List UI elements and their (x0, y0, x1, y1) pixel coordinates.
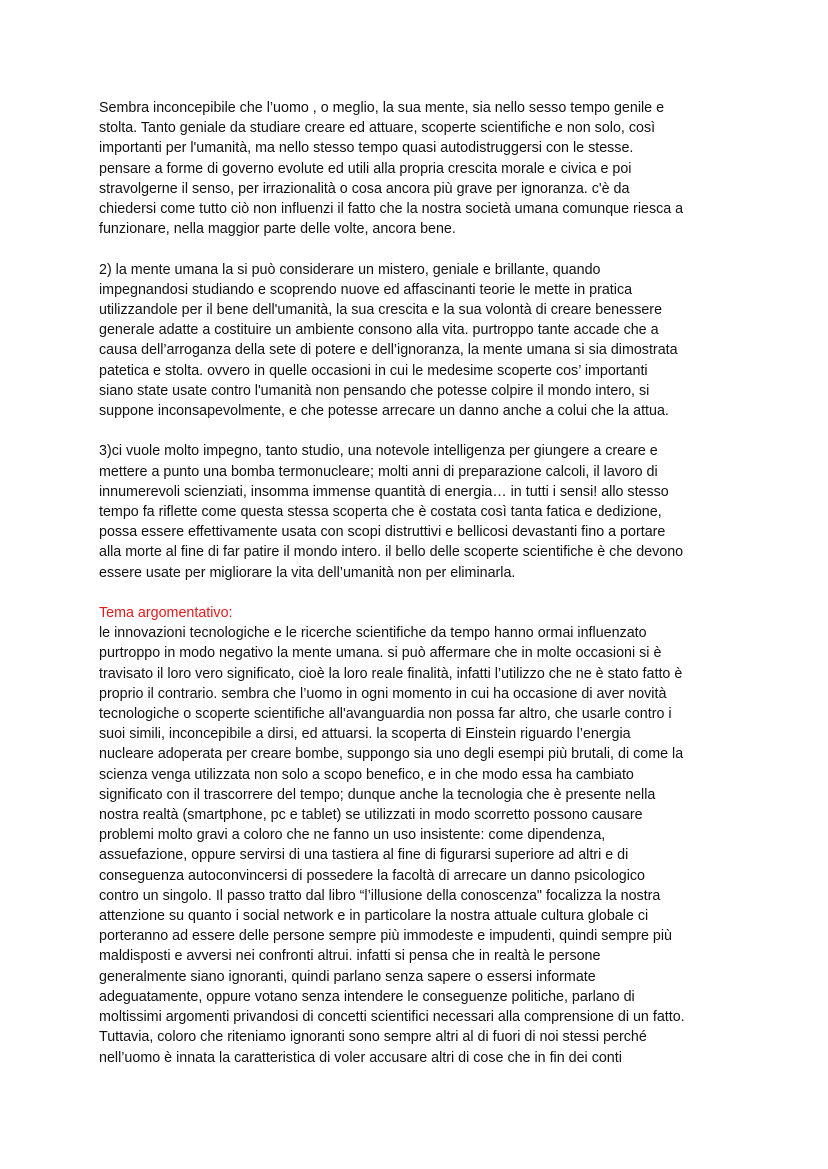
text-line: chiedersi come tutto ciò non influenzi il fatto che la nostra società umana comunque riesca a (99, 201, 684, 218)
text-line: essere usate per migliorare la vita dell’umanità non per eliminarla. (99, 564, 516, 581)
text-line: moltissimi argomenti privandosi di concetti scientifici necessari alla comprensione di un fatto. (99, 1009, 685, 1026)
text-line: stravolgerne il senso, per irrazionalità o cosa ancora più grave per ignoranza. c'è da (99, 180, 630, 197)
text-line: nucleare adoperata per creare bombe, suppongo sia uno degli esempi più brutali, di come la (99, 746, 684, 763)
text-line: porteranno ad essere delle persone sempre più immodeste e impudenti, quindi sempre più (99, 928, 672, 945)
text-line: funzionare, nella maggior parte delle volte, ancora bene. (99, 221, 456, 238)
text-line: attenzione su quanto i social network e in particolare la nostra attuale cultura globale ci (99, 908, 649, 925)
text-line: stolta. Tanto geniale da studiare creare ed attuare, scoperte scientifiche e non solo, così (99, 120, 656, 137)
text-line: possa essere effettivamente usata con scopi distruttivi e bellicosi devastanti fino a portare (99, 524, 666, 541)
text-line: contro un singolo. Il passo tratto dal libro “l’illusione della conoscenza" focalizza la nostra (99, 887, 661, 904)
text-line: le innovazioni tecnologiche e le ricerche scientifiche da tempo hanno ormai influenzato (99, 625, 647, 642)
text-line: tempo fa riflette come questa stessa scoperta che è costata così tanta fatica e dedizione, (99, 504, 662, 521)
text-line: problemi molto gravi a coloro che ne fanno un uso insistente: come dipendenza, (99, 827, 606, 844)
text-line: purtroppo in modo negativo la mente umana. si può affermare che in molte occasioni si è (99, 645, 662, 662)
text-line: mettere a punto una bomba termonucleare; molti anni di preparazione calcoli, il lavoro di (99, 463, 658, 480)
text-line: Sembra inconcepibile che l’uomo , o meglio, la sua mente, sia nello sesso tempo genile e (99, 100, 665, 116)
text-line: causa dell’arroganza della sete di potere e dell’ignoranza, la mente umana si sia dimostrata (99, 342, 678, 359)
text-line: travisato il loro vero significato, cioè la loro reale finalità, infatti l’utilizzo che ne è stato fatto è (99, 665, 683, 682)
text-line: importanti per l'umanità, ma nello stesso tempo quasi autodistruggersi con le stesse. (99, 140, 634, 157)
text-line: generale adatte a costituire un ambiente consono alla vita. purtroppo tante accade che a (99, 322, 659, 339)
document-page (99, 98, 739, 1068)
section-heading: Tema argomentativo: (99, 605, 233, 622)
text-line: proprio il contrario. sembra che l’uomo in ogni momento in cui ha occasione di aver novità (99, 685, 667, 702)
text-line: tecnologiche o scoperte scientifiche all'avanguardia non possa far altro, che usarle contro i (99, 706, 672, 723)
text-line: innumerevoli scienziati, insomma immense quantità di energia… in tutti i sensi! allo stesso (99, 483, 669, 500)
text-line: 3)ci vuole molto impegno, tanto studio, una notevole intelligenza per giungere a creare e (99, 443, 658, 460)
text-line: assuefazione, oppure servirsi di una tastiera al fine di figurarsi superiore ad altri e di (99, 847, 629, 864)
text-line: nostra realtà (smartphone, pc e tablet) se utilizzati in modo scorretto possono causare (99, 807, 643, 824)
text-line: nell’uomo è innata la caratteristica di voler accusare altri di cose che in fin dei conti (99, 1049, 622, 1066)
text-line: siano state usate contro l'umanità non pensando che potesse colpire il mondo intero, si (99, 382, 650, 399)
text-line: pensare a forme di governo evolute ed utili alla propria crescita morale e civica e poi (99, 160, 632, 177)
text-line: conseguenza autoconvincersi di possedere la facoltà di arrecare un danno psicologico (99, 867, 646, 884)
paragraph-1 (99, 98, 739, 239)
text-line: adeguatamente, oppure votano senza intendere le conseguenze politiche, parlano di (99, 988, 635, 1005)
text-line: 2) la mente umana la si può considerare un mistero, geniale e brillante, quando (99, 261, 601, 278)
text-line: utilizzandole per il bene dell'umanità, la sua crescita e la sua volontà di creare benessere (99, 302, 663, 319)
paragraph-2 (99, 260, 739, 422)
text-line: scienza venga utilizzata non solo a scopo benefico, e in che modo essa ha cambiato (99, 766, 634, 783)
text-line: patetica e stolta. ovvero in quelle occasioni in cui le medesime scoperte cos’ importanti (99, 362, 648, 379)
text-line: suppone inconsapevolmente, e che potesse arrecare un danno anche a colui che la attua. (99, 403, 669, 420)
text-line: impegnandosi studiando e scoprendo nuove ed affascinanti teorie le mette in pratica (99, 281, 633, 298)
text-line: generalmente siano ignoranti, quindi parlano senza sapere o essersi informate (99, 968, 596, 985)
text-line: maldisposti e avversi nei confronti altrui. infatti si pensa che in realtà le persone (99, 948, 601, 965)
paragraph-3 (99, 441, 739, 582)
text-line: suoi simili, inconcepibile a dirsi, ed attuarsi. la scoperta di Einstein riguardo l’energia (99, 726, 631, 743)
text-line: significato con il trascorrere del tempo; dunque anche la tecnologia che è presente nella (99, 786, 656, 803)
text-line: Tuttavia, coloro che riteniamo ignoranti sono sempre altri al di fuori di noi stessi perché (99, 1029, 647, 1046)
text-line: alla morte al fine di far patire il mondo intero. il bello delle scoperte scientifiche è che devono (99, 544, 684, 561)
paragraph-4 (99, 603, 739, 1068)
